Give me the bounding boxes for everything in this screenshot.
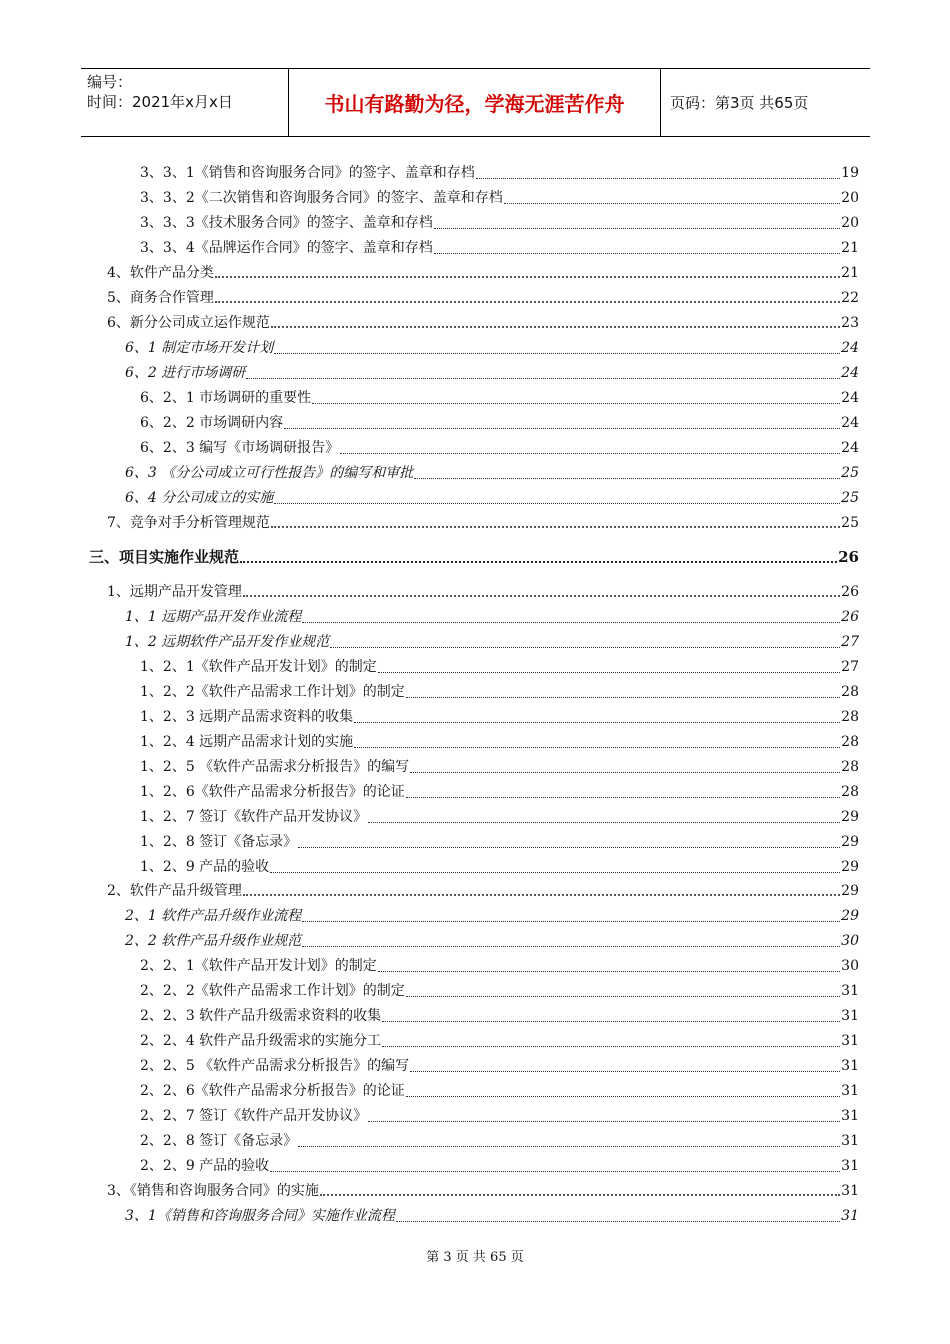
toc-entry-title: 3、3、3《技术服务合同》的签字、盖章和存档 (140, 215, 433, 231)
toc-entry-title: 1、2、8 签订《备忘录》 (140, 834, 298, 850)
toc-entry[interactable] (140, 677, 859, 701)
toc-page-number: 29 (841, 859, 859, 875)
toc-entry[interactable] (140, 1026, 859, 1050)
toc-page-number: 29 (841, 883, 859, 899)
toc-dot-leader (340, 453, 840, 454)
toc-entry[interactable] (140, 752, 859, 776)
toc-entry[interactable] (107, 283, 859, 307)
toc-entry-title: 1、2、3 远期产品需求资料的收集 (140, 709, 354, 725)
toc-entry[interactable] (140, 951, 859, 975)
toc-entry-title: 1、2 远期软件产品开发作业规范 (125, 634, 330, 650)
toc-entry-title: 5、商务合作管理 (107, 290, 214, 306)
toc-entry-title: 2、2、5 《软件产品需求分析报告》的编写 (140, 1058, 410, 1074)
toc-entry-title: 6、2、3 编写《市场调研报告》 (140, 440, 340, 456)
toc-entry[interactable] (140, 1101, 859, 1125)
toc-entry[interactable] (107, 876, 859, 900)
toc-entry[interactable] (125, 333, 859, 357)
toc-entry-title: 1、2、4 远期产品需求计划的实施 (140, 734, 354, 750)
toc-page-number: 29 (841, 908, 859, 924)
toc-dot-leader (382, 1046, 840, 1047)
toc-page-number: 25 (841, 515, 859, 531)
toc-dot-leader (270, 872, 840, 873)
toc-dot-leader (504, 203, 840, 204)
toc-dot-leader (434, 228, 840, 229)
toc-page-number: 21 (841, 240, 859, 256)
toc-page-number: 26 (841, 584, 859, 600)
toc-page-number: 20 (841, 190, 859, 206)
toc-dot-leader (271, 326, 840, 328)
toc-entry[interactable] (140, 1151, 859, 1175)
toc-entry-title: 2、2、9 产品的验收 (140, 1158, 270, 1174)
toc-page-number: 31 (841, 1183, 859, 1199)
toc-entry[interactable] (140, 1001, 859, 1025)
toc-dot-leader (414, 478, 840, 479)
toc-dot-leader (298, 1146, 840, 1147)
toc-dot-leader (476, 178, 840, 179)
toc-page-number: 29 (841, 834, 859, 850)
toc-entry[interactable] (140, 183, 859, 207)
toc-entry[interactable] (140, 727, 859, 751)
toc-entry[interactable] (140, 208, 859, 232)
toc-page-number: 31 (841, 1133, 859, 1149)
header-meta (81, 69, 289, 136)
toc-entry-title: 1、2、6《软件产品需求分析报告》的论证 (140, 784, 405, 800)
toc-entry-title: 1、1 远期产品开发作业流程 (125, 609, 302, 625)
toc-entry[interactable] (140, 777, 859, 801)
toc-entry[interactable] (125, 602, 859, 626)
toc-entry-title: 1、2、9 产品的验收 (140, 859, 270, 875)
toc-dot-leader (243, 894, 840, 896)
toc-page-number: 28 (841, 709, 859, 725)
toc-page-number: 27 (841, 634, 859, 650)
toc-entry-title: 3、3、1《销售和咨询服务合同》的签字、盖章和存档 (140, 165, 475, 181)
toc-entry-title: 1、2、5 《软件产品需求分析报告》的编写 (140, 759, 410, 775)
toc-page-number: 31 (841, 1058, 859, 1074)
toc-entry-title: 7、竞争对手分析管理规范 (107, 515, 270, 531)
toc-dot-leader (302, 946, 840, 947)
toc-entry[interactable] (140, 976, 859, 1000)
toc-entry-title: 2、2、2《软件产品需求工作计划》的制定 (140, 983, 405, 999)
toc-dot-leader (284, 428, 840, 429)
toc-page-number: 25 (841, 465, 859, 481)
toc-dot-leader (243, 595, 840, 597)
toc-entry-title: 1、2、2《软件产品需求工作计划》的制定 (140, 684, 405, 700)
toc-entry[interactable] (125, 358, 859, 382)
toc-entry-title: 6、新分公司成立运作规范 (107, 315, 270, 331)
toc-entry-title: 4、软件产品分类 (107, 265, 214, 281)
header-page-number: 页码：第3页 共65页 (670, 94, 809, 112)
toc-page-number: 21 (841, 265, 859, 281)
toc-entry-title: 6、2、2 市场调研内容 (140, 415, 284, 431)
toc-page-number: 22 (841, 290, 859, 306)
toc-page-number: 29 (841, 809, 859, 825)
toc-entry[interactable] (125, 926, 859, 950)
toc-page-number: 28 (841, 784, 859, 800)
toc-entry[interactable] (107, 258, 859, 282)
toc-entry[interactable] (140, 383, 859, 407)
toc-dot-leader (406, 697, 840, 698)
toc-dot-leader (270, 1171, 840, 1172)
toc-page-number: 24 (841, 340, 859, 356)
toc-dot-leader (302, 622, 840, 623)
toc-entry[interactable] (125, 1201, 859, 1225)
toc-dot-leader (368, 1121, 840, 1122)
toc-page-number: 19 (841, 165, 859, 181)
toc-entry-title: 1、2、1《软件产品开发计划》的制定 (140, 659, 377, 675)
toc-page-number: 26 (841, 609, 859, 625)
toc-entry-title: 3、1《销售和咨询服务合同》实施作业流程 (125, 1208, 395, 1224)
toc-entry-title: 2、2、8 签订《备忘录》 (140, 1133, 298, 1149)
toc-dot-leader (215, 301, 840, 303)
toc-dot-leader (298, 847, 840, 848)
toc-dot-leader (382, 1021, 840, 1022)
toc-entry[interactable] (140, 433, 859, 457)
toc-entry-title: 2、2、6《软件产品需求分析报告》的论证 (140, 1083, 405, 1099)
toc-dot-leader (354, 747, 840, 748)
toc-dot-leader (410, 1071, 840, 1072)
toc-page-number: 31 (841, 1208, 859, 1224)
toc-entry-title: 3、《销售和咨询服务合同》的实施 (107, 1183, 319, 1199)
toc-page-number: 28 (841, 734, 859, 750)
page-header (81, 68, 870, 137)
page-footer: 第 3 页 共 65 页 (426, 1250, 524, 1265)
toc-page-number: 24 (841, 440, 859, 456)
toc-entry[interactable] (140, 827, 859, 851)
toc-entry[interactable] (140, 852, 859, 876)
toc-entry[interactable] (140, 158, 859, 182)
toc-entry-title: 1、远期产品开发管理 (107, 584, 242, 600)
toc-dot-leader (354, 722, 840, 723)
toc-page-number: 24 (841, 415, 859, 431)
toc-entry-title: 2、2、4 软件产品升级需求的实施分工 (140, 1033, 382, 1049)
toc-dot-leader (274, 503, 840, 504)
toc-dot-leader (406, 996, 840, 997)
toc-entry-title: 2、2、3 软件产品升级需求资料的收集 (140, 1008, 382, 1024)
toc-dot-leader (406, 1096, 840, 1097)
toc-entry[interactable] (125, 483, 859, 507)
header-time: 时间：2021年x月x日 (87, 93, 233, 111)
toc-dot-leader (396, 1221, 840, 1222)
toc-dot-leader (274, 353, 840, 354)
toc-entry[interactable] (107, 508, 859, 532)
toc-entry[interactable] (107, 308, 859, 332)
toc-dot-leader (434, 253, 840, 254)
toc-dot-leader (302, 921, 840, 922)
toc-entry-title: 6、1 制定市场开发计划 (125, 340, 274, 356)
toc-entry[interactable] (140, 1076, 859, 1100)
toc-entry-title: 3、3、4《品牌运作合同》的签字、盖章和存档 (140, 240, 433, 256)
toc-dot-leader (320, 1194, 840, 1196)
toc-entry[interactable] (140, 1126, 859, 1150)
toc-page-number: 30 (841, 933, 859, 949)
toc-entry-title: 6、4 分公司成立的实施 (125, 490, 274, 506)
toc-page-number: 20 (841, 215, 859, 231)
toc-page-number: 31 (841, 1008, 859, 1024)
toc-dot-leader (271, 526, 840, 528)
toc-page-number: 24 (841, 390, 859, 406)
toc-entry[interactable] (140, 702, 859, 726)
toc-dot-leader (368, 822, 840, 823)
toc-entry[interactable] (140, 408, 859, 432)
toc-page-number: 23 (841, 315, 859, 331)
toc-entry-title: 2、2、1《软件产品开发计划》的制定 (140, 958, 377, 974)
toc-page-number: 31 (841, 1083, 859, 1099)
toc-page-number: 27 (841, 659, 859, 675)
toc-entry[interactable] (107, 577, 859, 601)
toc-page-number: 25 (841, 490, 859, 506)
toc-page-number: 31 (841, 1158, 859, 1174)
toc-dot-leader (312, 403, 840, 404)
toc-entry[interactable] (125, 901, 859, 925)
toc-entry-title: 6、2 进行市场调研 (125, 365, 246, 381)
toc-entry[interactable] (125, 627, 859, 651)
toc-entry-title: 3、3、2《二次销售和咨询服务合同》的签字、盖章和存档 (140, 190, 503, 206)
toc-page-number: 31 (841, 983, 859, 999)
toc-entry-title: 2、软件产品升级管理 (107, 883, 242, 899)
toc-page-number: 28 (841, 759, 859, 775)
toc-entry[interactable] (140, 802, 859, 826)
toc-section-heading[interactable] (89, 542, 859, 566)
toc-entry[interactable] (125, 458, 859, 482)
header-motto: 书山有路勤为径，学海无涯苦作舟 (289, 69, 661, 136)
toc-page-number: 24 (841, 365, 859, 381)
toc-entry-title: 三、项目实施作业规范 (89, 548, 240, 566)
toc-entry-title: 1、2、7 签订《软件产品开发协议》 (140, 809, 368, 825)
toc-dot-leader (378, 971, 840, 972)
toc-entry-title: 6、3 《分公司成立可行性报告》的编写和审批 (125, 465, 414, 481)
toc-dot-leader (406, 797, 840, 798)
toc-dot-leader (215, 276, 840, 278)
toc-dot-leader (330, 647, 840, 648)
header-code: 编号： (87, 73, 133, 91)
toc-dot-leader (246, 378, 840, 379)
toc-entry[interactable] (140, 1051, 859, 1075)
toc-entry[interactable] (140, 652, 859, 676)
toc-page-number: 31 (841, 1108, 859, 1124)
toc-page-number: 31 (841, 1033, 859, 1049)
toc-entry-title: 6、2、1 市场调研的重要性 (140, 390, 312, 406)
toc-dot-leader (410, 772, 840, 773)
toc-entry-title: 2、2、7 签订《软件产品开发协议》 (140, 1108, 368, 1124)
toc-page-number: 26 (838, 548, 859, 566)
toc-entry[interactable] (107, 1176, 859, 1200)
toc-page-number: 28 (841, 684, 859, 700)
toc-dot-leader (240, 561, 837, 563)
toc-entry-title: 2、1 软件产品升级作业流程 (125, 908, 302, 924)
toc-dot-leader (378, 672, 840, 673)
toc-page-number: 30 (841, 958, 859, 974)
toc-entry[interactable] (140, 233, 859, 257)
toc-entry-title: 2、2 软件产品升级作业规范 (125, 933, 302, 949)
